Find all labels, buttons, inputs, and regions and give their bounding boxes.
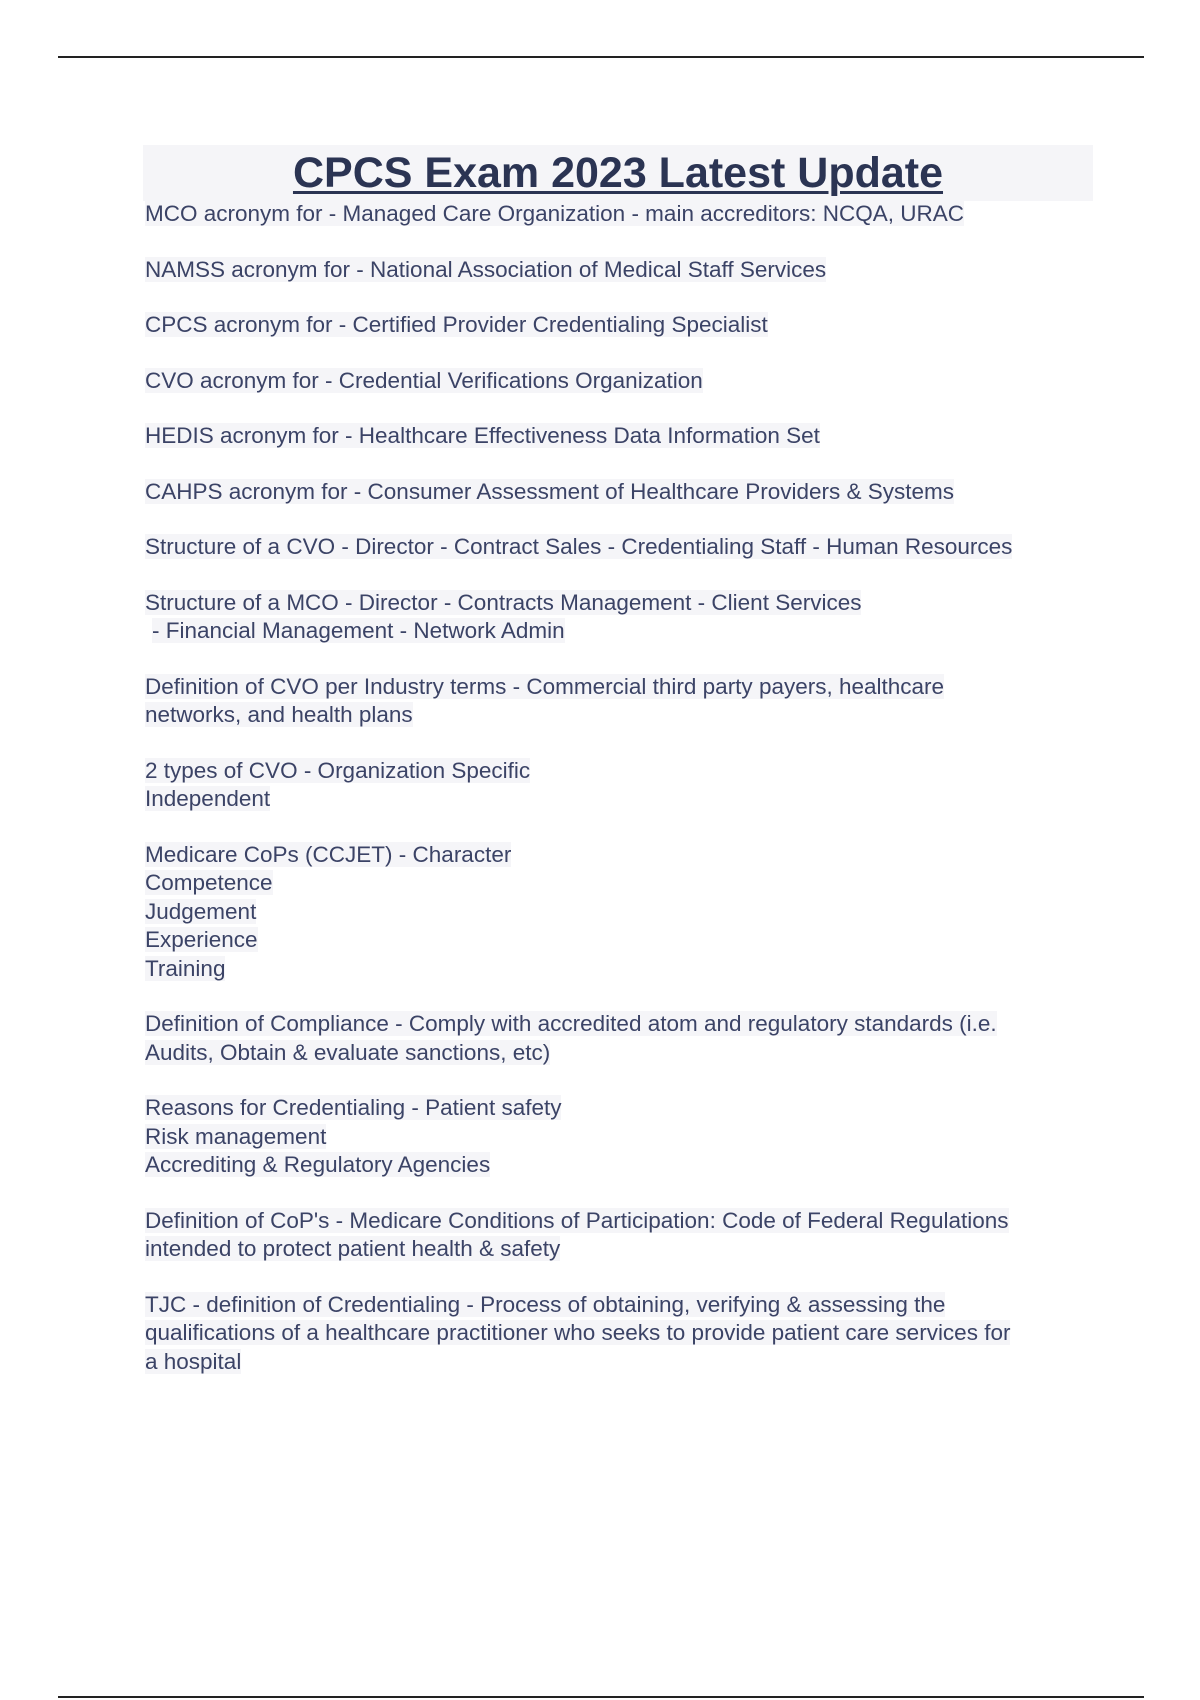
entry-line: TJC - definition of Credentialing - Process of obtaining, verifying & assessing the bbox=[145, 1291, 946, 1317]
entry-line: Definition of Compliance - Comply with accredited atom and regulatory standards (i.e. bbox=[145, 1011, 997, 1036]
bottom-divider bbox=[58, 1696, 1144, 1698]
entry-line: CPCS acronym for - Certified Provider Credentialing Specialist bbox=[145, 312, 768, 337]
entry-line: Medicare CoPs (CCJET) - Character bbox=[145, 841, 512, 867]
study-entries bbox=[145, 200, 1105, 1403]
entry-line: qualifications of a healthcare practitioner who seeks to provide patient care services for bbox=[145, 1320, 1011, 1345]
entry-structure-mco bbox=[145, 589, 1105, 646]
entry-cpcs bbox=[145, 311, 1105, 340]
entry-definition-cvo bbox=[145, 673, 1105, 730]
entry-line: Judgement bbox=[145, 898, 257, 924]
entry-line: HEDIS acronym for - Healthcare Effectiveness Data Information Set bbox=[145, 423, 820, 448]
entry-line: networks, and health plans bbox=[145, 702, 413, 727]
entry-line: CVO acronym for - Credential Verifications Organization bbox=[145, 367, 703, 393]
entry-line: Structure of a MCO - Director - Contracts Management - Client Services bbox=[145, 589, 862, 615]
entry-reasons-credentialing bbox=[145, 1094, 1105, 1180]
entry-line: 2 types of CVO - Organization Specific bbox=[145, 757, 531, 783]
entry-line: - Financial Management - Network Admin bbox=[152, 618, 565, 643]
entry-line: Structure of a CVO - Director - Contract Sales - Credentialing Staff - Human Resources bbox=[145, 534, 1013, 559]
entry-line: NAMSS acronym for - National Association of Medical Staff Services bbox=[145, 256, 827, 282]
entry-line: Definition of CoP's - Medicare Conditions of Participation: Code of Federal Regulations bbox=[145, 1207, 1009, 1233]
entry-medicare-cops bbox=[145, 841, 1105, 984]
entry-tjc-credentialing bbox=[145, 1291, 1105, 1377]
entry-line: Accrediting & Regulatory Agencies bbox=[145, 1152, 491, 1177]
entry-line: Definition of CVO per Industry terms - Commercial third party payers, healthcare bbox=[145, 673, 945, 699]
entry-line: MCO acronym for - Managed Care Organization - main accreditors: NCQA, URAC bbox=[145, 201, 965, 226]
entry-line: Risk management bbox=[145, 1123, 327, 1149]
entry-line: Independent bbox=[145, 786, 271, 811]
entry-cvo bbox=[145, 367, 1105, 396]
entry-line: Audits, Obtain & evaluate sanctions, etc) bbox=[145, 1039, 551, 1065]
entry-structure-cvo bbox=[145, 533, 1105, 562]
entry-definition-cops bbox=[145, 1207, 1105, 1264]
entry-definition-compliance bbox=[145, 1010, 1105, 1067]
entry-cahps bbox=[145, 478, 1105, 507]
entry-line: Training bbox=[145, 955, 226, 981]
entry-hedis bbox=[145, 422, 1105, 451]
top-divider bbox=[58, 56, 1144, 58]
entry-line: intended to protect patient health & safety bbox=[145, 1236, 561, 1261]
page-title: CPCS Exam 2023 Latest Update bbox=[292, 149, 944, 197]
entry-line: CAHPS acronym for - Consumer Assessment of Healthcare Providers & Systems bbox=[145, 478, 955, 504]
entry-mco bbox=[145, 200, 1105, 229]
entry-line: Competence bbox=[145, 870, 273, 895]
entry-namss bbox=[145, 256, 1105, 285]
entry-types-cvo bbox=[145, 757, 1105, 814]
entry-line: Reasons for Credentialing - Patient safety bbox=[145, 1095, 562, 1120]
entry-line: a hospital bbox=[145, 1348, 242, 1374]
entry-line: Experience bbox=[145, 927, 258, 952]
